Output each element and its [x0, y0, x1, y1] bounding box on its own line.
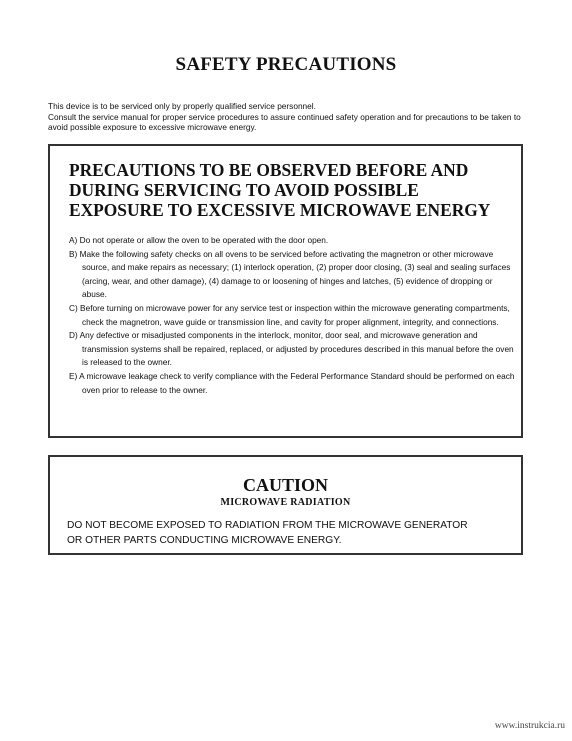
- precaution-item: D) Any defective or misadjusted components in the interlock, monitor, door seal, and microwave generation and transmission systems shall be repaired, replaced, or adjusted by procedures described in this manual before the oven is released to the owner.: [69, 330, 514, 368]
- caution-body: [67, 518, 512, 548]
- caution-body-line: DO NOT BECOME EXPOSED TO RADIATION FROM THE MICROWAVE GENERATOR: [67, 520, 468, 531]
- page-title: SAFETY PRECAUTIONS: [175, 54, 397, 75]
- precautions-heading-line: DURING SERVICING TO AVOID POSSIBLE: [69, 180, 419, 200]
- caution-body-line: OR OTHER PARTS CONDUCTING MICROWAVE ENERGY.: [67, 535, 342, 546]
- precaution-item: B) Make the following safety checks on all ovens to be serviced before activating the magnetron or other microwave source, and make repairs as necessary; (1) interlock operation, (2) proper door closing, (3) seal and sealing surfaces (arcing, wear, and other damage), (4) damage to or loosening of hinges and latches, (5) evidence of dropping or abuse.: [69, 248, 511, 300]
- precautions-heading-line: EXPOSURE TO EXCESSIVE MICROWAVE ENERGY: [69, 200, 491, 220]
- precaution-item: E) A microwave leakage check to verify compliance with the Federal Performance Standard should be performed on each oven prior to release to the owner.: [69, 370, 515, 395]
- intro-line: This device is to be serviced only by properly qualified service personnel.: [48, 101, 316, 111]
- precautions-heading-line: PRECAUTIONS TO BE OBSERVED BEFORE AND: [69, 160, 469, 180]
- intro-line: Consult the service manual for proper service procedures to assure continued safety operation and for precautions to be taken to avoid possible exposure to excessive microwave energy.: [48, 111, 521, 132]
- caution-title: CAUTION: [242, 475, 328, 495]
- intro-text: [48, 101, 528, 133]
- caution-subtitle: MICROWAVE RADIATION: [220, 497, 351, 508]
- precaution-item: A) Do not operate or allow the oven to be operated with the door open.: [69, 235, 329, 245]
- watermark-link[interactable]: www.instrukcia.ru: [494, 721, 565, 731]
- precautions-list: [69, 234, 517, 397]
- caution-box: [48, 455, 523, 555]
- precautions-box: [48, 144, 523, 438]
- precaution-item: C) Before turning on microwave power for any service test or inspection within the microwave generating compartments, check the magnetron, wave guide or transmission line, and cavity for proper alignment, integrity, and connections.: [69, 302, 510, 327]
- precautions-heading: [69, 160, 509, 220]
